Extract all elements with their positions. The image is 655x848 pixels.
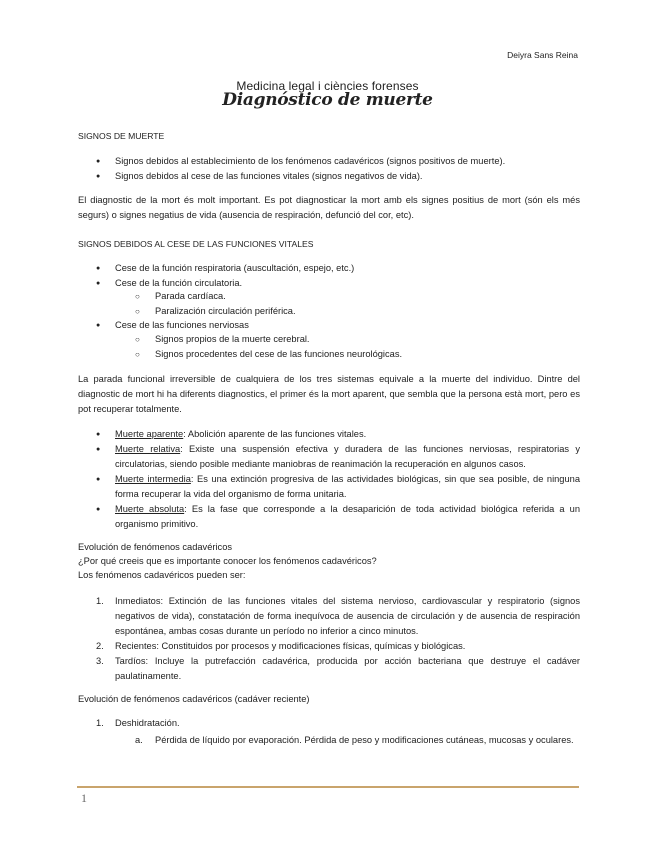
list-item xyxy=(78,318,580,333)
term-description: : Existe una suspensión efectiva y duradera de las funciones nerviosas, respiratorias y circulatorias, siendo posible mediante maniobras de reanimación la recuperación en algunos casos. xyxy=(115,444,580,469)
term-description: : Es la fase que corresponde a la desaparición de toda actividad biológica referida a un organismo primitivo. xyxy=(115,504,580,529)
list-item-text: Pérdida de líquido por evaporación. Pérdida de peso y modificaciones cutáneas, mucosas y oculares. xyxy=(155,735,574,745)
list-marker: 3. xyxy=(96,656,104,666)
list-item xyxy=(78,442,580,472)
term-muerte-relativa: Muerte relativa xyxy=(115,444,181,454)
list-marker: 2. xyxy=(96,641,104,651)
sub-list-item: ○ Parada cardíaca. xyxy=(78,289,580,304)
footer-divider xyxy=(77,786,579,788)
author-name: Deiyra Sans Reina xyxy=(507,50,578,60)
section-heading-funciones-vitales: SIGNOS DEBIDOS AL CESE DE LAS FUNCIONES VITALES xyxy=(78,239,314,249)
list-marker: 1. xyxy=(96,596,104,606)
intro-text: Los fenómenos cadavéricos pueden ser: xyxy=(78,570,246,580)
document-subtitle: Medicina legal i ciències forenses xyxy=(236,79,419,93)
paragraph-diagnostic: El diagnostic de la mort és molt important. Es pot diagnosticar la mort amb els signes positius de mort (són els més segurs) o signes negatius de vida (ausencia de respiración, defunció del cor, etc). xyxy=(78,195,580,220)
sub-list-item xyxy=(78,733,580,748)
list-item xyxy=(78,654,580,684)
term-muerte-aparente: Muerte aparente xyxy=(115,429,184,439)
page-number: 1 xyxy=(81,791,87,805)
term-muerte-absoluta: Muerte absoluta xyxy=(115,504,185,514)
list-item xyxy=(78,261,580,276)
list-item xyxy=(78,716,580,731)
paragraph-parada-funcional: La parada funcional irreversible de cualquiera de los tres sistemas equivale a la muerte del individuo. Dintre del diagnostic de mort hi ha diferents diagnostics, el primer és la mort aparent, que sembla que la persona està mort, pero es pot recuperar totalmente. xyxy=(78,374,580,414)
sub-list-item: ○ Signos procedentes del cese de las funciones neurológicas. xyxy=(78,347,580,362)
fenomenos-list xyxy=(78,594,580,684)
list-item-label: Cese de la función respiratoria (auscultación, espejo, etc.) xyxy=(115,263,355,273)
sub-list-item: ○ Paralización circulación periférica. xyxy=(78,304,580,319)
list-item-text: Deshidratación. xyxy=(115,718,180,728)
list-item xyxy=(78,427,580,442)
list-item xyxy=(78,594,580,639)
list-item xyxy=(78,639,580,654)
funciones-nerviosas-list xyxy=(78,318,580,333)
sub-list-item: ○ Signos propios de la muerte cerebral. xyxy=(78,332,580,347)
document-title: Diagnóstico de muerte xyxy=(222,90,433,110)
list-item: ● Signos debidos al cese de las funciones vitales (signos negativos de vida). xyxy=(78,169,580,184)
circulatoria-sublist xyxy=(78,289,580,319)
list-item-text: Recientes: Constituidos por procesos y modificaciones físicas, químicas y biológicas. xyxy=(115,641,466,651)
deshidratacion-sublist xyxy=(78,733,580,748)
tipos-muerte-list xyxy=(78,427,580,532)
list-item-label: Cese de la función circulatoria. xyxy=(115,278,243,288)
cadaver-reciente-list xyxy=(78,716,580,731)
list-item-text: Inmediatos: Extinción de las funciones vitales del sistema nervioso, cardiovascular y respiratorio (signos negativos de vida), constatación de forma inequívoca de ausencia de circulación y de ausencia de respiración espontánea, ambas cosas durante un período no inferior a cinco minutos. xyxy=(115,596,580,636)
section-heading-evolucion: Evolución de fenómenos cadavéricos xyxy=(78,542,233,552)
list-marker: 1. xyxy=(96,718,104,728)
question-text: ¿Por qué creeis que es importante conocer los fenómenos cadavéricos? xyxy=(78,556,377,566)
section-heading-signos-muerte: SIGNOS DE MUERTE xyxy=(78,131,165,141)
list-marker: a. xyxy=(135,735,143,745)
list-item-text: Tardíos: Incluye la putrefacción cadavérica, producida por acción bacteriana que destruye el cadáver paulatinamente. xyxy=(115,656,580,681)
signos-muerte-list xyxy=(78,154,580,184)
term-description: : Abolición aparente de las funciones vitales. xyxy=(183,429,367,439)
term-muerte-intermedia: Muerte intermedia xyxy=(115,474,191,484)
list-item xyxy=(78,502,580,532)
term-description: : Es una extinción progresiva de las actividades biológicas, sin que sea posible, de ninguna forma recuperar la vida del organismo de forma unitaria. xyxy=(115,474,580,499)
nerviosas-sublist xyxy=(78,332,580,362)
list-item: ● Signos debidos al establecimiento de los fenómenos cadavéricos (signos positivos de muerte). xyxy=(78,154,580,169)
list-item-label: Cese de las funciones nerviosas xyxy=(115,320,249,330)
list-item xyxy=(78,472,580,502)
funciones-vitales-list xyxy=(78,261,580,291)
section-heading-cadaver-reciente: Evolución de fenómenos cadavéricos (cadáver reciente) xyxy=(78,694,310,704)
